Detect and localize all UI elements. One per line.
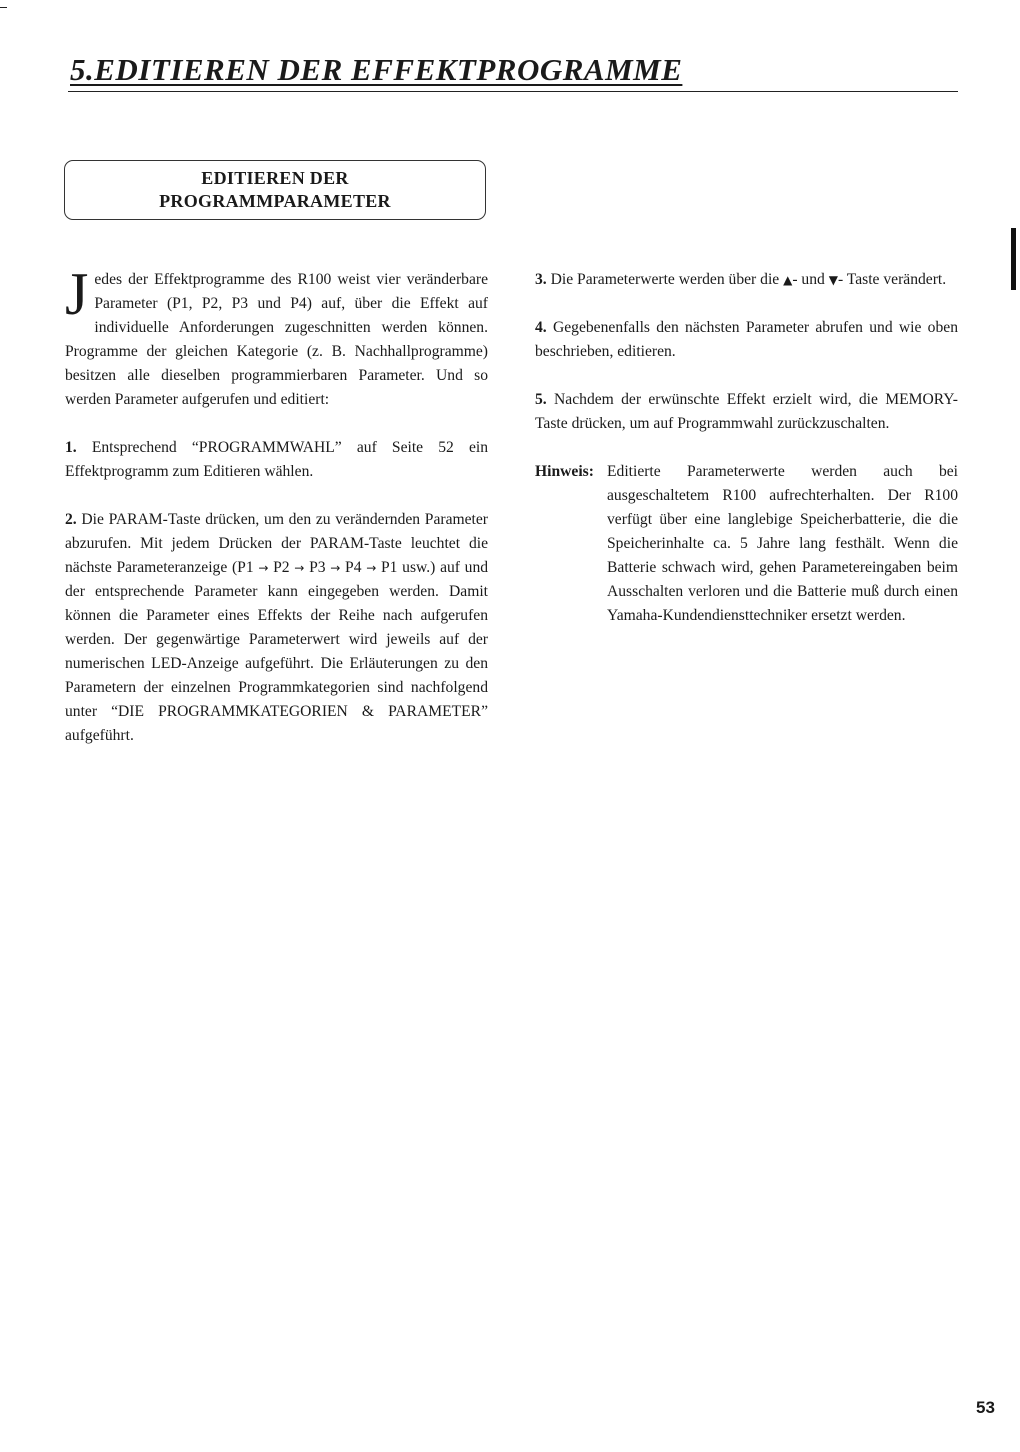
section-title-line1: EDITIEREN DER <box>201 168 349 188</box>
step-2-text-a: Die PARAM-Taste drücken, um den zu verändernden Parameter abzurufen. Mit jedem Drücken der PARAM-Taste leuchtet die nächste Parameteranzeige ( <box>65 511 489 576</box>
step-1-number: 1. <box>65 439 77 456</box>
corner-mark <box>0 7 7 8</box>
sequence-p4: P4 <box>345 559 362 576</box>
arrow-right-icon: → <box>258 561 269 575</box>
drop-cap: J <box>65 261 89 327</box>
sequence-p2: P2 <box>273 559 290 576</box>
arrow-right-icon: → <box>330 561 341 575</box>
step-5-number: 5. <box>535 391 547 408</box>
step-1-text: Entsprechend “PROGRAMMWAHL” auf Seite 52 ein Effektprogramm zum Editieren wählen. <box>65 439 488 480</box>
title-rule <box>68 91 958 92</box>
sequence-p1: P1 <box>237 559 254 576</box>
step-3-text-c: - Taste verändert. <box>837 271 947 288</box>
arrow-right-icon: → <box>294 561 305 575</box>
section-heading-box <box>64 160 486 220</box>
step-5-text: Nachdem der erwünschte Effekt erzielt wird, die MEMORY-Taste drücken, um auf Programmwahl zurückzuschalten. <box>535 391 959 432</box>
sequence-p3: P3 <box>309 559 326 576</box>
sequence-end: usw.) <box>402 559 436 576</box>
step-1 <box>65 436 488 484</box>
step-4 <box>535 316 958 364</box>
step-5 <box>535 388 958 436</box>
step-2 <box>65 508 488 748</box>
step-3 <box>535 268 958 292</box>
right-column <box>535 268 958 628</box>
chapter-title: 5.EDITIEREN DER EFFEKTPROGRAMME <box>70 52 683 87</box>
step-3-number: 3. <box>535 271 547 288</box>
step-2-text-b: auf und der entsprechende Parameter kann eingegeben werden. Damit können die Parameter eines Effekts der Reihe nach aufgerufen werden. Der gegenwärtige Parameterwert wird jeweils auf der numerischen LED-Anzeige aufgeführt. Die Erläuterungen zu den Parametern der einzelnen Programmkategorien sind nachfolgend unter “DIE PROGRAMMKATEGORIEN & PARAMETER” aufgeführt. <box>65 559 489 744</box>
triangle-down-icon: ▼ <box>828 273 838 287</box>
intro-text: edes der Effektprogramme des R100 weist vier veränderbare Parameter (P1, P2, P3 und P4) auf, über die Effekt auf individuelle Anforderungen zugeschnitten werden können. Programme der gleichen Kategorie (z. B. Nachhallprogramme) besitzen alle dieselben programmierbaren Parameter. Und so werden Parameter aufgerufen und editiert: <box>65 271 488 408</box>
left-column <box>65 261 489 772</box>
page-number: 53 <box>976 1398 995 1417</box>
note-block <box>535 460 958 628</box>
step-4-text: Gegebenenfalls den nächsten Parameter abrufen und wie oben beschrieben, editieren. <box>535 319 958 360</box>
sequence-p1-again: P1 <box>380 559 398 576</box>
step-4-number: 4. <box>535 319 547 336</box>
section-title-line2: PROGRAMMPARAMETER <box>159 191 391 211</box>
note-text: Editierte Parameterwerte werden auch bei ausgeschaltetem R100 aufrechterhalten. Der R100 verfügt über eine langlebige Speicherbatterie, die die Speicherinhalte ca. 5 Jahre lang festhält. Wenn die Batterie schwach wird, gehen Parametereingaben beim Ausschalten verloren und die Batterie muß durch einen Yamaha-Kundendiensttechniker ersetzt werden. <box>607 463 958 624</box>
step-3-text-a: Die Parameterwerte werden über die <box>550 271 780 288</box>
arrow-right-icon: → <box>366 561 377 575</box>
triangle-up-icon: ▲ <box>783 273 793 287</box>
intro-paragraph <box>65 261 488 412</box>
note-label: Hinweis: <box>535 463 594 480</box>
step-3-text-b: - und <box>792 271 825 288</box>
margin-bar <box>1011 228 1016 290</box>
step-2-number: 2. <box>65 511 77 528</box>
